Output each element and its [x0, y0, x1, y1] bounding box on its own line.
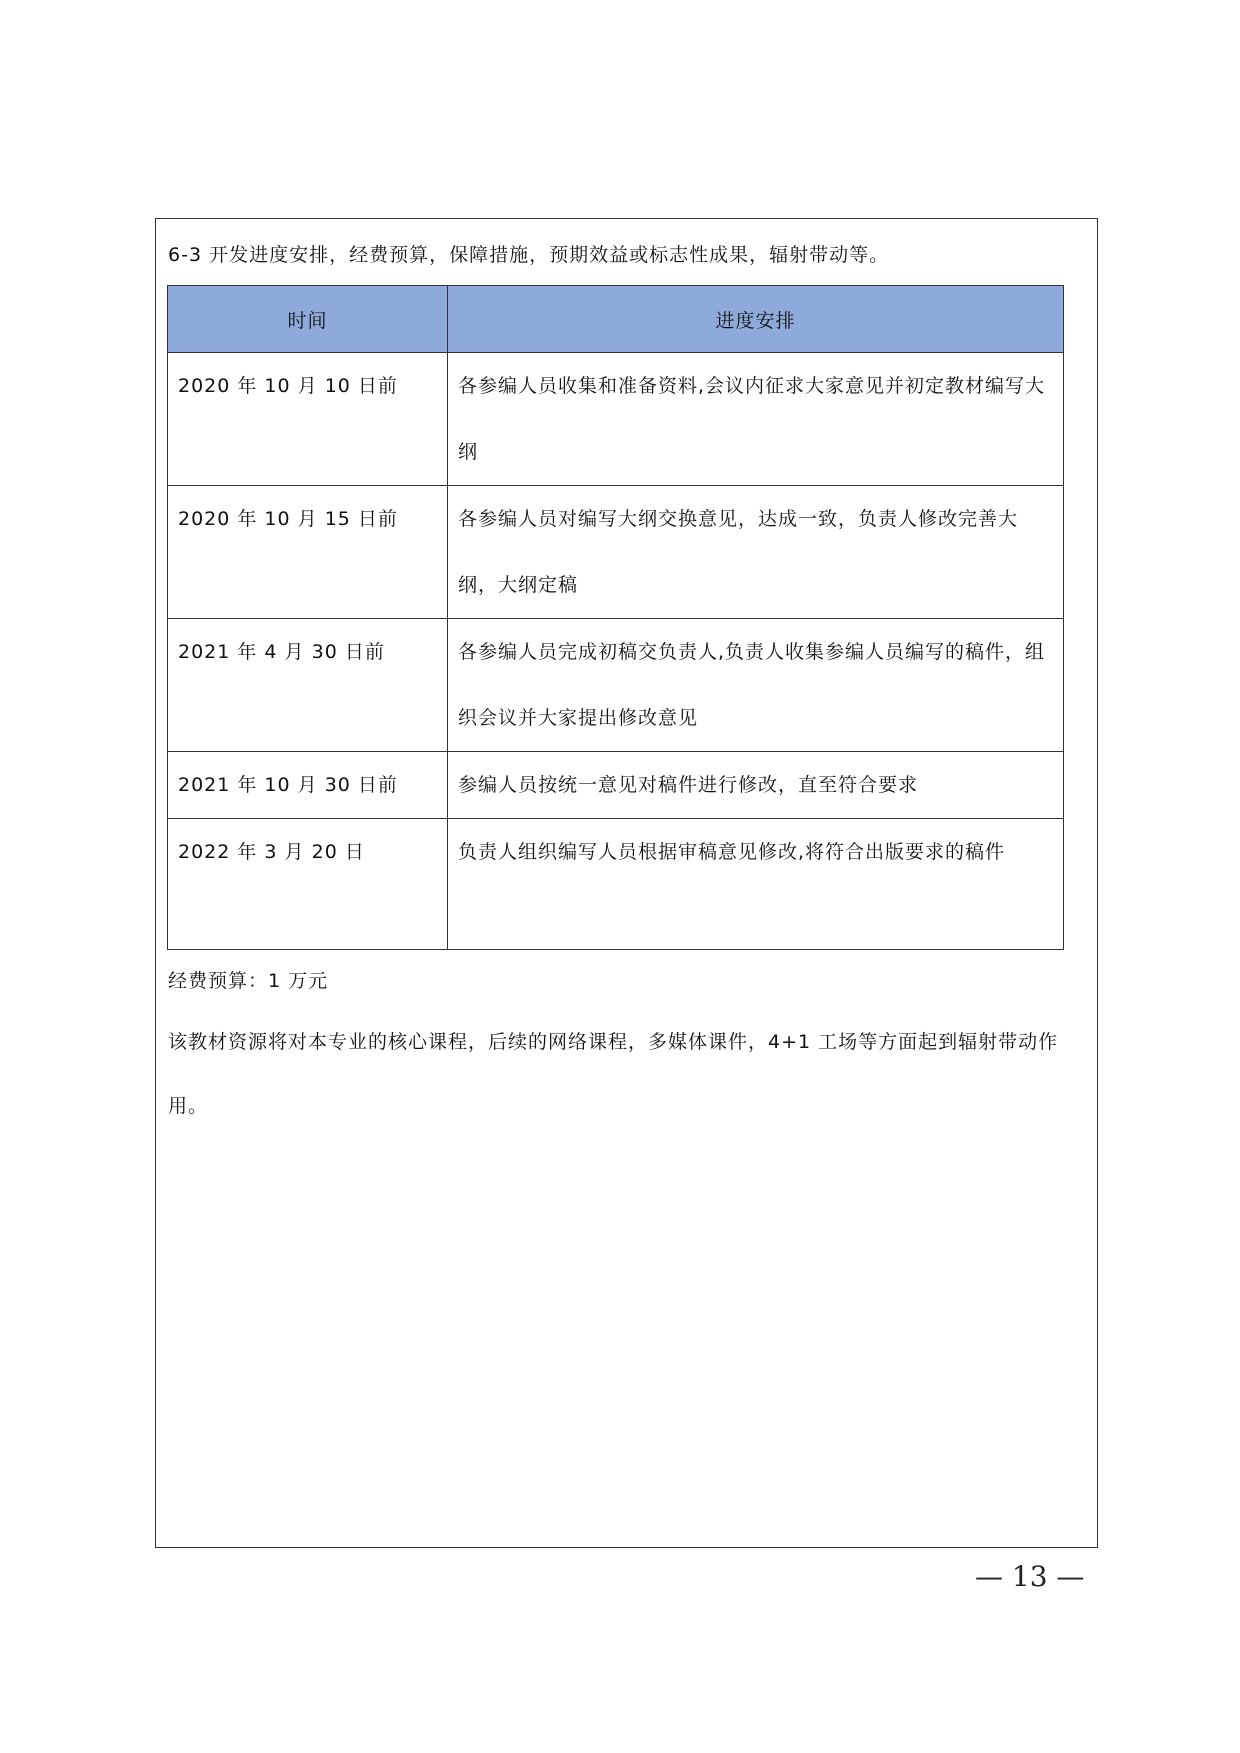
table-row — [168, 619, 1064, 752]
row-plan: 各参编人员完成初稿交负责人,负责人收集参编人员编写的稿件，组织会议并大家提出修改意见 — [448, 619, 1064, 752]
table-row — [168, 819, 1064, 950]
header-time: 时间 — [168, 286, 448, 353]
table-row — [168, 486, 1064, 619]
row-time: 2021 年 4 月 30 日前 — [168, 619, 448, 752]
row-plan: 各参编人员收集和准备资料,会议内征求大家意见并初定教材编写大纲 — [448, 353, 1064, 486]
impact-paragraph: 该教材资源将对本专业的核心课程，后续的网络课程，多媒体课件，4+1 工场等方面起到辐射带动作用。 — [168, 1031, 1059, 1117]
section-title: 6-3 开发进度安排，经费预算，保障措施，预期效益或标志性成果，辐射带动等。 — [168, 244, 890, 266]
row-time: 2020 年 10 月 15 日前 — [168, 486, 448, 619]
page-number: — 13 — — [975, 1560, 1085, 1593]
row-time: 2021 年 10 月 30 日前 — [168, 752, 448, 819]
table-row — [168, 752, 1064, 819]
schedule-table — [167, 285, 1064, 950]
row-plan: 各参编人员对编写大纲交换意见，达成一致，负责人修改完善大纲，大纲定稿 — [448, 486, 1064, 619]
row-time: 2020 年 10 月 10 日前 — [168, 353, 448, 486]
table-header-row — [168, 286, 1064, 353]
table-row — [168, 353, 1064, 486]
row-time: 2022 年 3 月 20 日 — [168, 819, 448, 950]
header-plan: 进度安排 — [448, 286, 1064, 353]
row-plan: 负责人组织编写人员根据审稿意见修改,将符合出版要求的稿件 — [448, 819, 1064, 950]
row-plan: 参编人员按统一意见对稿件进行修改，直至符合要求 — [448, 752, 1064, 819]
budget-text: 经费预算：1 万元 — [168, 970, 329, 992]
